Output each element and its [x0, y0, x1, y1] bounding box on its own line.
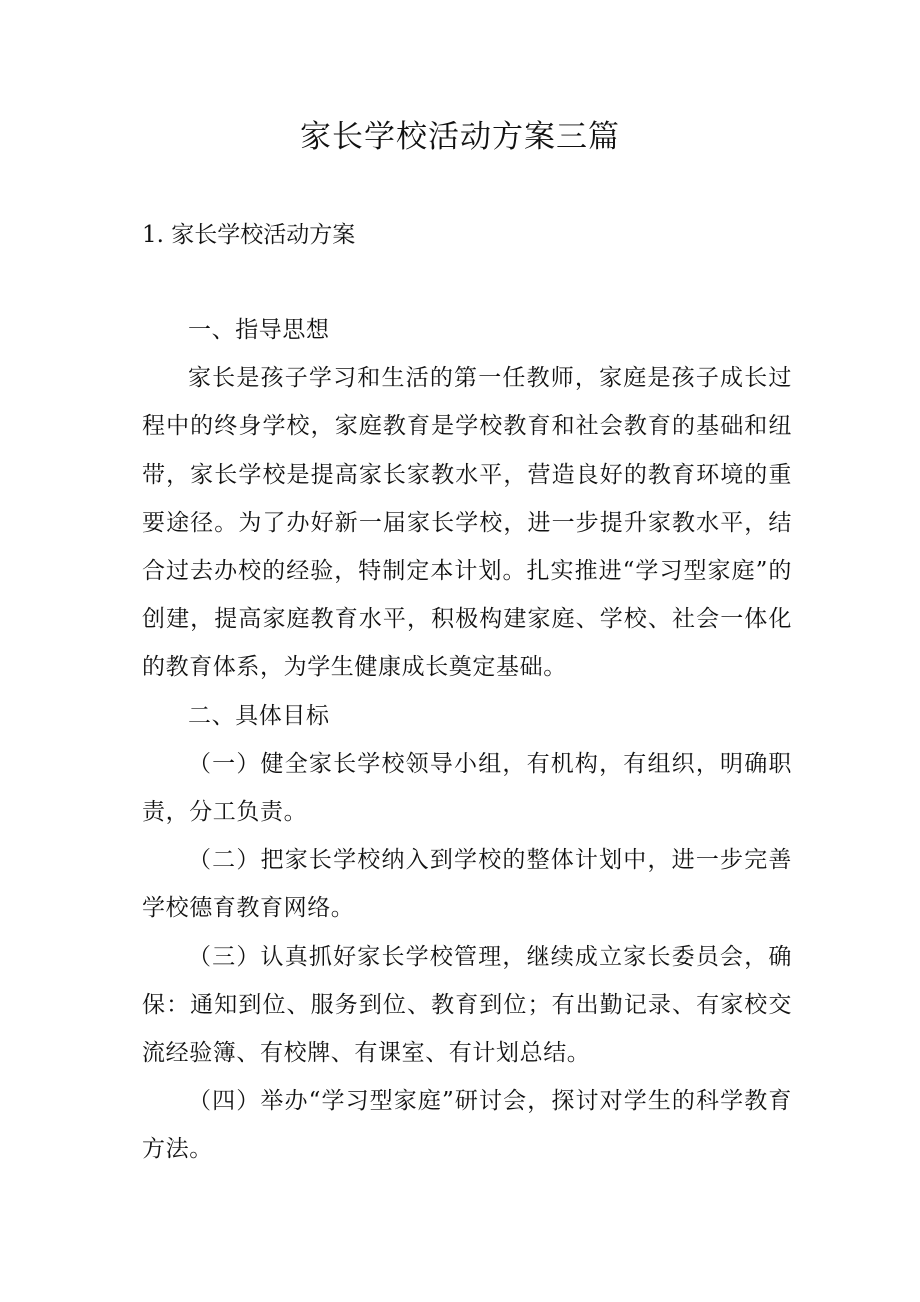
goal-item-4: （四）举办“学习型家庭”研讨会，探讨对学生的科学教育方法。 [142, 1088, 792, 1163]
document-title: 家长学校活动方案三篇 [300, 119, 620, 155]
goal-item-3: （三）认真抓好家长学校管理，继续成立家长委员会，确保：通知到位、服务到位、教育到位；有出勤记录、有家校交流经验簿、有校牌、有课室、有计划总结。 [142, 943, 792, 1067]
document-body [142, 306, 792, 1174]
goal-item-1: （一）健全家长学校领导小组，有机构，有组织，明确职责，分工负责。 [142, 750, 792, 826]
heading-guiding-thought: 一、指导思想 [188, 317, 330, 343]
section-heading: 1. 家长学校活动方案 [142, 222, 356, 248]
paragraph-guiding-thought: 家长是孩子学习和生活的第一任教师，家庭是孩子成长过程中的终身学校，家庭教育是学校教育和社会教育的基础和纽带，家长学校是提高家长家教水平，营造良好的教育环境的重要途径。为了办好新一届家长学校，进一步提升家教水平，结合过去办校的经验，特制定本计划。扎实推进“学习型家庭”的创建，提高家庭教育水平，积极构建家庭、学校、社会一体化的教育体系，为学生健康成长奠定基础。 [142, 365, 792, 681]
goal-item-2: （二）把家长学校纳入到学校的整体计划中，进一步完善学校德育教育网络。 [142, 847, 792, 922]
heading-specific-goals: 二、具体目标 [188, 702, 330, 729]
